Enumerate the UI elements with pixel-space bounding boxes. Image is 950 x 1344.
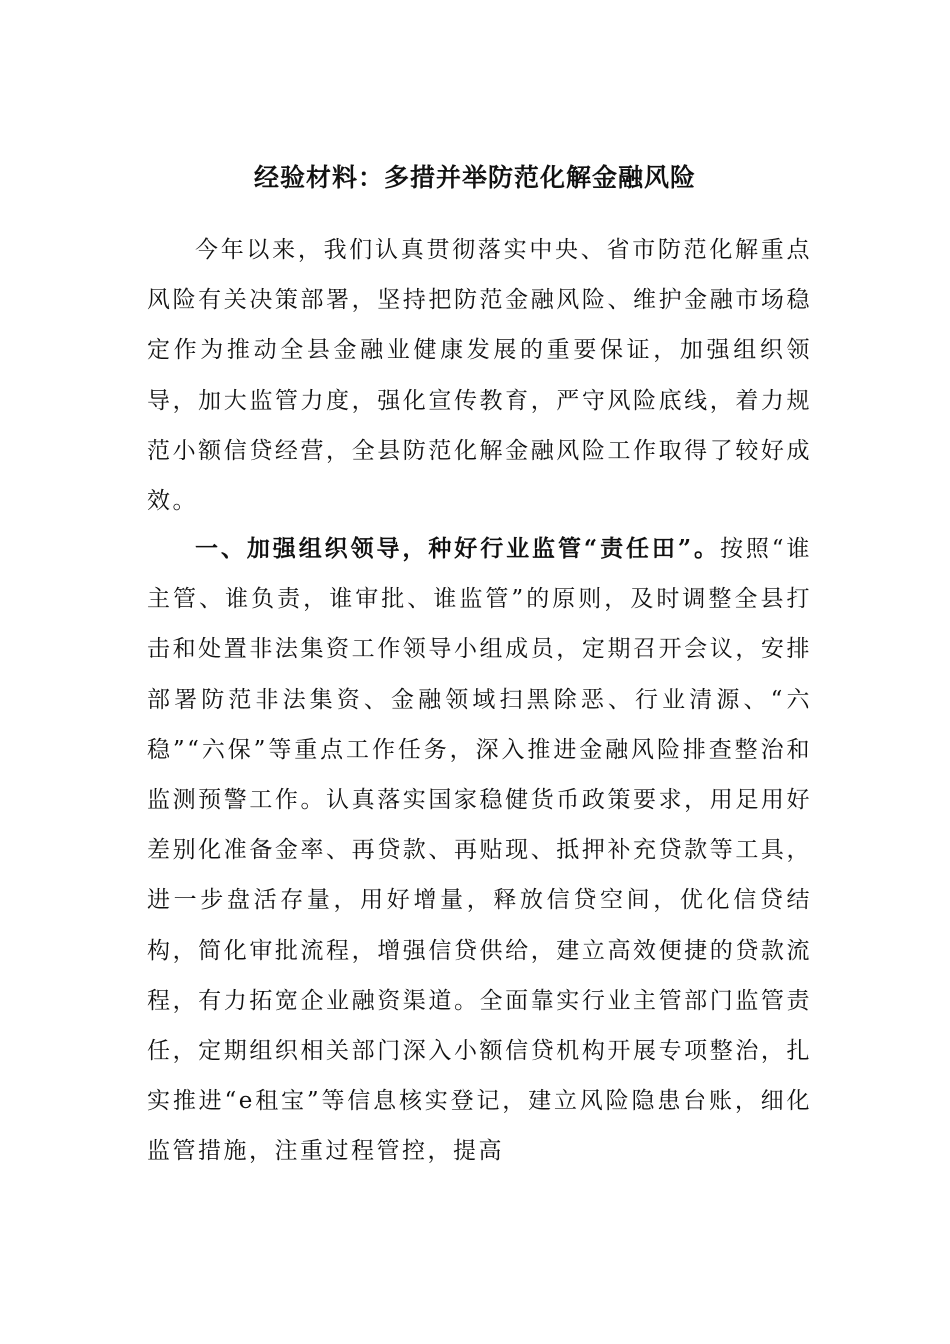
section-one-heading: 一、加强组织领导，种好行业监管“责任田”。 <box>195 535 720 562</box>
intro-paragraph <box>147 225 812 526</box>
section-one-text: 按照“谁主管、谁负责，谁审批、谁监管”的原则，及时调整全县打击和处置非法集资工作领导小组成员，定期召开会议，安排部署防范非法集资、金融领域扫黑除恶、行业清源、“六稳”“六保”等重点工作任务，深入推进金融风险排查整治和监测预警工作。认真落实国家稳健货币政策要求，用足用好差别化准备金率、再贷款、再贴现、抵押补充贷款等工具，进一步盘活存量，用好增量，释放信贷空间，优化信贷结构，简化审批流程，增强信贷供给，建立高效便捷的贷款流程，有力拓宽企业融资渠道。全面靠实行业主管部门监管责任，定期组织相关部门深入小额信贷机构开展专项整治，扎实推进“e租宝”等信息核实登记，建立风险隐患台账，细化监管措施，注重过程管控，提高 <box>147 536 812 1165</box>
intro-paragraph-text: 今年以来，我们认真贯彻落实中央、省市防范化解重点风险有关决策部署，坚持把防范金融风险、维护金融市场稳定作为推动全县金融业健康发展的重要保证，加强组织领导，加大监管力度，强化宣传教育，严守风险底线，着力规范小额信贷经营，全县防范化解金融风险工作取得了较好成效。 <box>147 237 812 515</box>
section-one-paragraph <box>147 524 812 1177</box>
document-title: 经验材料：多措并举防范化解金融风险 <box>253 163 696 192</box>
